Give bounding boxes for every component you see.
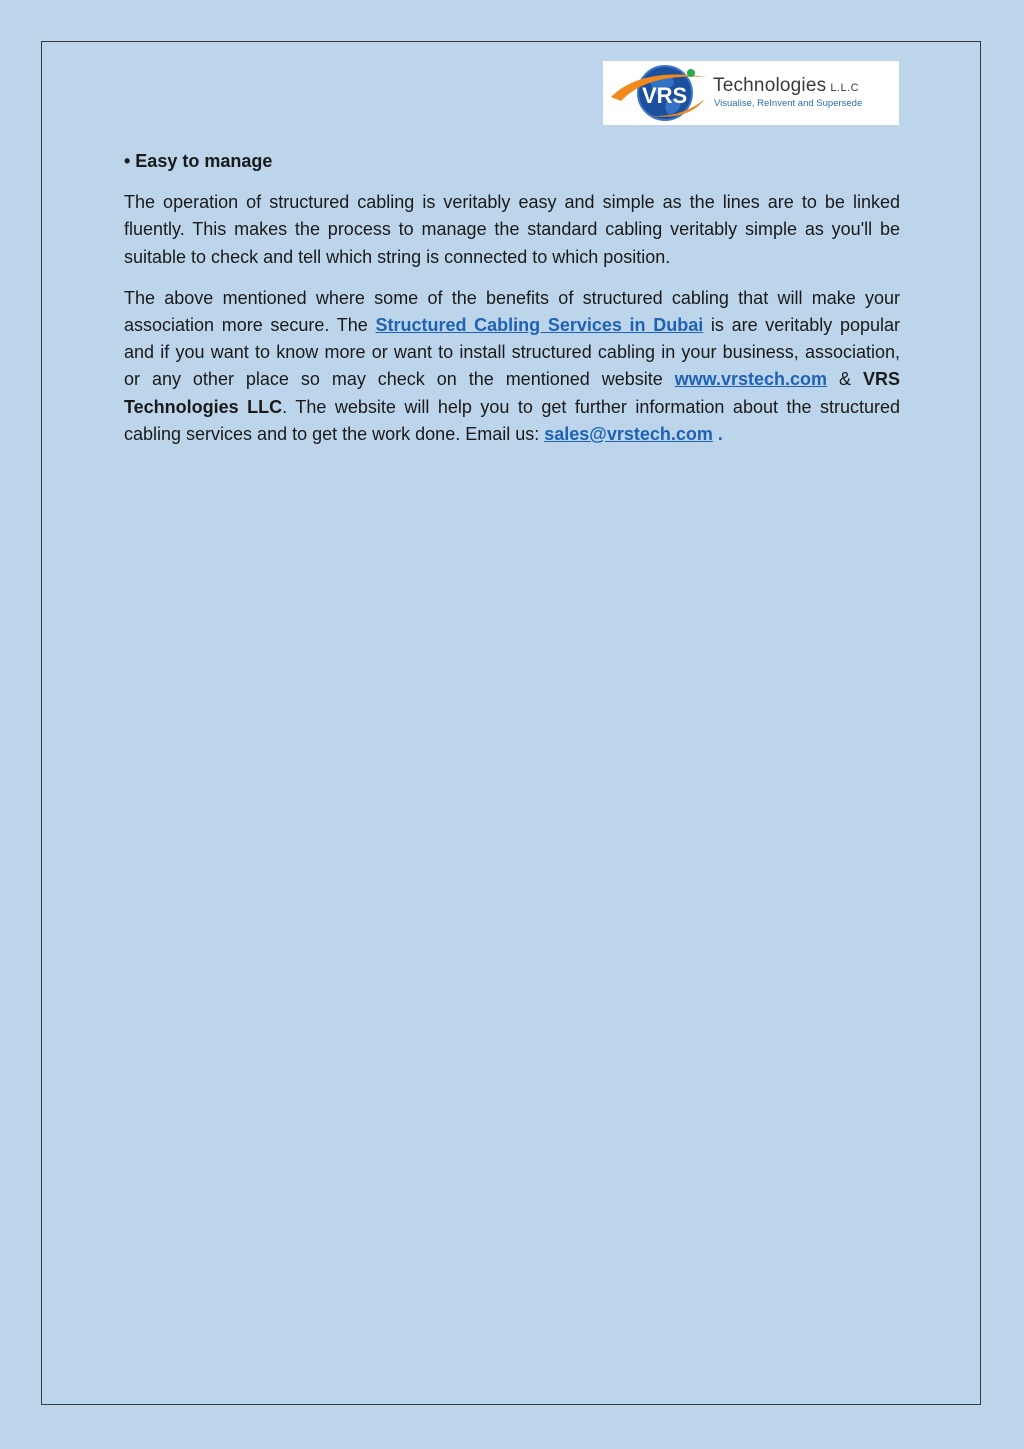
vrs-globe-icon xyxy=(605,63,715,123)
website-link[interactable]: www.vrstech.com xyxy=(674,369,828,390)
logo-wordmark xyxy=(713,75,859,97)
document-body xyxy=(124,148,900,462)
email-link[interactable]: sales@vrstech.com xyxy=(544,423,713,444)
company-logo xyxy=(603,61,899,125)
paragraph-text: . The website will help you to get further information about the structured cabling services and to get the work done. Email us: xyxy=(124,396,901,444)
logo-name: Technologies xyxy=(713,75,827,96)
paragraph-text: The above mentioned where some of the benefits of structured cabling that will make your association more secure. The xyxy=(124,287,900,336)
logo-suffix: L.L.C xyxy=(830,82,860,94)
logo-tagline: Visualise, ReInvent and Supersede xyxy=(714,98,863,109)
structured-cabling-link[interactable]: Structured Cabling Services in Dubai xyxy=(375,315,704,336)
section-heading: • Easy to manage xyxy=(124,151,273,171)
company-name: VRS Technologies LLC xyxy=(124,369,900,417)
paragraph-operation: The operation of structured cabling is veritably easy and simple as the lines are to be linked fluently. This makes the process to manage the standard cabling veritably simple as you'll be suitable to check and tell which string is connected to which position. xyxy=(124,192,900,267)
trailing-period: . xyxy=(712,423,723,444)
paragraph-benefits xyxy=(124,285,900,448)
paragraph-text: is are veritably popular and if you want to know more or want to install structured cabling in your business, association, or any other place so may check on the mentioned website xyxy=(124,315,901,390)
logo-badge-text: VRS xyxy=(642,83,688,108)
paragraph-text: & xyxy=(827,369,863,390)
